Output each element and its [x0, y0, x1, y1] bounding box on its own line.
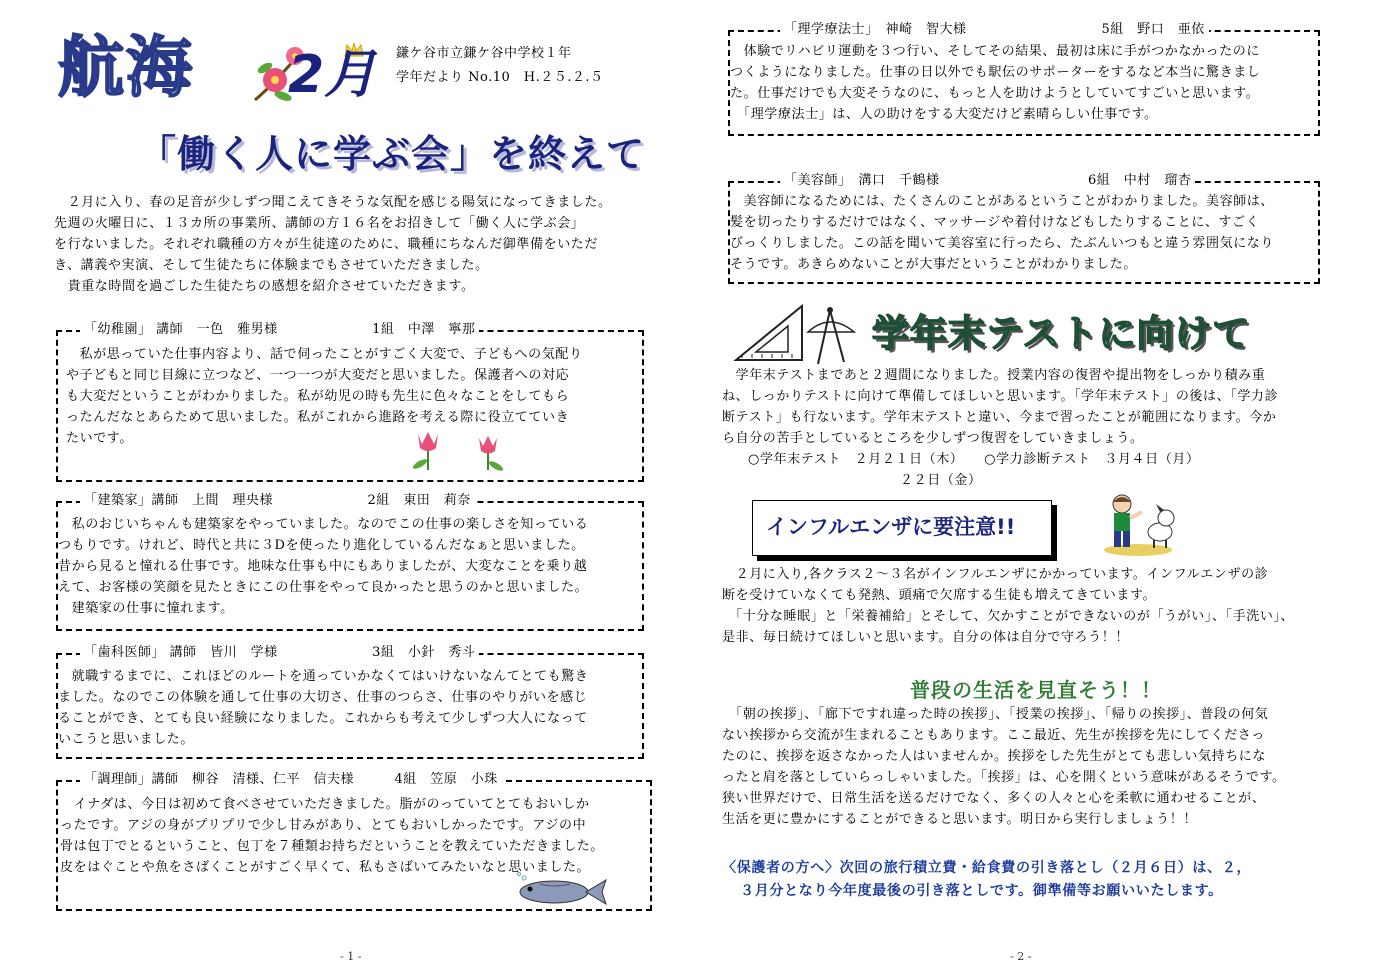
impression-box-text: 私のおじいちゃんも建築家をやっていました。なのでこの仕事の楽しさを知っている つもりです。けれど、時代と共に３Dを使ったり進化しているんだなぁと思いました。 昔から見ると憧れる仕事です。地味な仕事も中にもありましたが、大変なことを乗り越 えて、お客様の笑顔を見たときにこの仕事をやって良かったと思うのかと思いました。 建築家の仕事に憧れます。 — [58, 517, 589, 616]
impression-box-text: 私が思っていた仕事内容より、話で伺ったことがすごく大変で、子どもへの気配り や子どもと同じ目線に立つなど、一つ一つが大変だと思いました。保護者への対応 も大変だということがわかりました。私が幼児の時も先生に色々なことをしてもら ったんだなとあらためて思いました。私がこれから進路を考える際に役立てていき たいです。 — [66, 347, 583, 446]
tulip-icon — [406, 428, 516, 472]
page-number: - 2 - — [1010, 950, 1032, 963]
impression-box-text: 就職するまでに、これほどのルートを通っていかなくてはいけないなんてとても驚き ました。なのでこの体験を通して仕事の大切さ、仕事のつらさ、仕事のやりがいを感じ ることができ、とても良い経験になりました。これからも考えて少しずつ大人になって いこうと思いました。 — [58, 669, 589, 747]
fish-icon — [510, 872, 610, 908]
impression-box-text: イナダは、今日は初めて食べさせていただきました。脂がのっていてとてもおいしか ったです。アジの身がプリプリで少し甘みがあり、とてもおいしかったです。アジの中 骨は包丁でとるということ、包丁を７種類お持ちだということを教えていただきました。 皮をはぐことや魚をさばくことがすごく早くて、私もさばいてみたいなと思いました。 — [60, 797, 605, 875]
main-headline: 「働く人に学ぶ会」を終えて — [138, 132, 646, 176]
life-heading: 普段の生活を見直そう！！ — [910, 678, 1162, 702]
page-number: - 1 - — [340, 950, 362, 963]
guardian-note-cont: ３月分となり今年度最後の引き落としです。御準備等お願いいたします。 — [740, 883, 1223, 899]
guardian-note: 〈保護者の方へ〉次回の旅行積立費・給食費の引き落とし（２月６日）は、２， — [722, 860, 1252, 876]
issue-info: 学年だより No.10 H.２５.２.５ — [396, 70, 604, 85]
impression-box-text: 体験でリハビリ運動を３つ行い、そしてその結果、最初は床に手がつかなかったのに つくようになりました。仕事の日以外でも駅伝のサポーターをするなど本当に驚きまし た。仕事だけでも大変そうなのに、もっと人を助けようとしていてすごいと思います。 「理学療法士」は、人の助けをする大変だけど素晴らしい仕事です。 — [730, 44, 1261, 122]
impression-box-title: 「美容師」 溝口 千鶴様 6組 中村 瑠杏 — [780, 173, 1195, 189]
test-paragraph: 学年末テストまであと２週間になりました。授業内容の復習や提出物をしっかり積み重 ね、しっかりテストに向けて準備してほしいと思います。「学年末テスト」の後は、「学力診 断テスト」も行ないます。学年末テストと違い、今まで習ったことが範囲になります。今か ら自分の苦手としているところを少しずつ復習をしていきましょう。 — [722, 368, 1279, 446]
impression-box-text: 美容師になるためには、たくさんのことがあるということがわかりました。美容師は、 髪を切ったりするだけではなく、マッサージや着付けなどもしたりすることに、すごく びっくりしました。この話を聞いて美容室に行ったら、たぶんいつもと違う雰囲気になり そうです。あきらめないことが大事だということがわかりました。 — [730, 194, 1275, 272]
test-schedule-extra: ２２日（金） — [900, 473, 982, 488]
flu-heading: インフルエンザに要注意!! — [766, 515, 1016, 539]
life-paragraph: 「朝の挨拶」、「廊下ですれ違った時の挨拶」、「授業の挨拶」、「帰りの挨拶」、普段の何気 ない挨拶から交流が生まれることもあります。ここ最近、先生が挨拶を先にしてくださっ たのに、挨拶を返さなかった人はいませんか。挨拶をした先生がとても悲しい気持ちにな ったと肩を落としていらっしゃいました。「挨拶」は、心を開くという意味があるそうです。 狭い世界だけで、日常生活を送るだけでなく、多くの人々と心を柔軟に通わせることが、 生活を更に豊かにすることができると思います。明日から実行しましょう！！ — [722, 707, 1286, 827]
impression-box-title: 「歯科医師」 講師 皆川 学様 3組 小針 秀斗 — [80, 645, 479, 661]
test-schedule: ○学年末テスト ２月２１日（木） ○学力診断テスト ３月４日（月） — [748, 452, 1200, 467]
newsletter-month: 2月 — [288, 45, 377, 105]
impression-box-title: 「調理師」講師 柳谷 清様、仁平 信夫様 4組 笠原 小珠 — [80, 772, 502, 788]
drafting-tools-icon — [732, 302, 862, 368]
test-heading: 学年末テストに向けて — [872, 312, 1251, 355]
impression-box-title: 「幼稚園」 講師 一色 雅男様 1組 中澤 寧那 — [80, 322, 479, 338]
newsletter-title: 航海 — [58, 29, 194, 106]
intro-paragraph: ２月に入り、春の足音が少しずつ聞こえてきそうな気配を感じる陽気になってきました。 先週の火曜日に、１３カ所の事業所、講師の方１６名をお招きして「働く人に学ぶ会」 を行ないました。それぞれ職種の方々が生徒達のために、職種にちなんだ御準備をいただ き、講義や実演、そして生徒たちに体験までもさせていただきました。 貴重な時間を過ごした生徒たちの感想を紹介させていただきます。 — [54, 195, 612, 294]
school-name: 鎌ケ谷市立鎌ケ谷中学校１年 — [396, 46, 572, 61]
kid-and-dog-icon — [1098, 492, 1182, 558]
impression-box-title: 「理学療法士」 神崎 智大様 5組 野口 亜依 — [780, 22, 1209, 38]
flu-paragraph: ２月に入り,各クラス２～３名がインフルエンザにかかっています。インフルエンザの診 断を受けていなくても発熱、頭痛で欠席する生徒も増えてきています。 「十分な睡眠」と「栄養補給」とそして、欠かすことができないのが「うがい」、「手洗い」、 是非、毎日続けてほしいと思います。自分の体は自分で守ろう！！ — [722, 567, 1295, 645]
impression-box-title: 「建築家」講師 上間 理央様 2組 東田 莉奈 — [80, 493, 475, 509]
